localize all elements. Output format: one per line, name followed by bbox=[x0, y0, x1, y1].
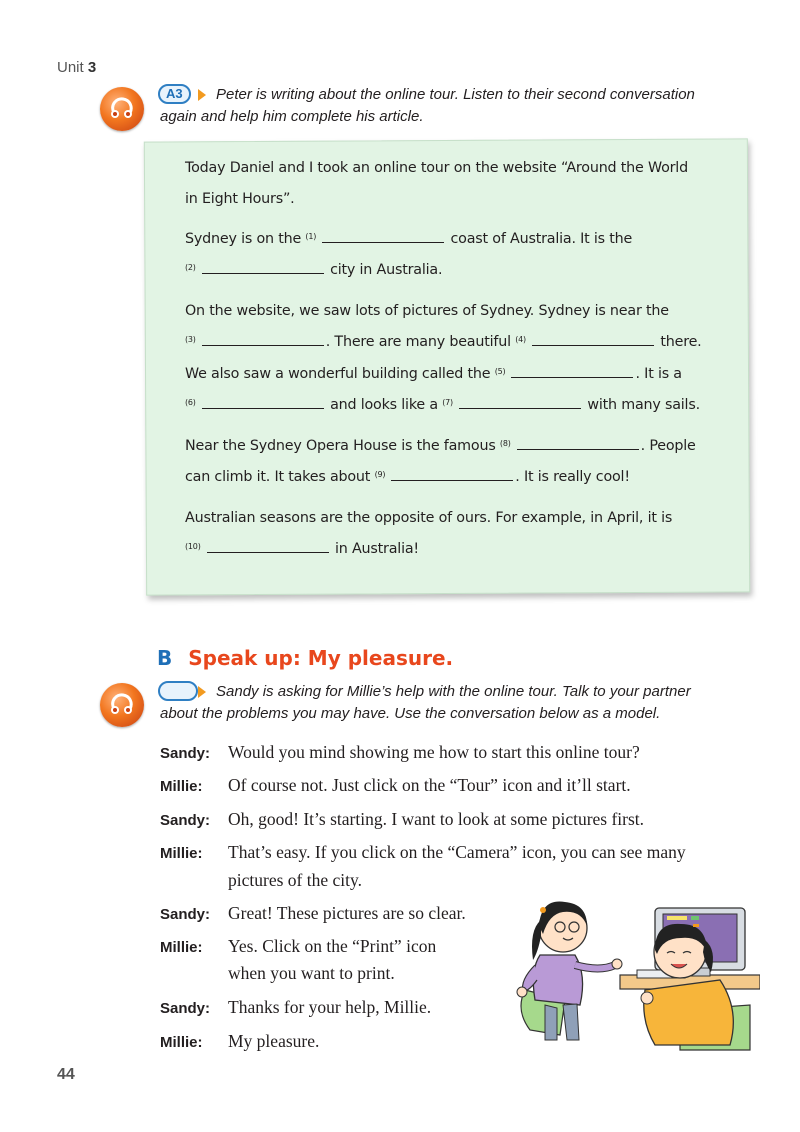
instruction-b-line2: about the problems you may have. Use the conversation below as a model. bbox=[160, 705, 661, 722]
article-line-8 bbox=[185, 397, 700, 413]
blank-8[interactable] bbox=[517, 448, 639, 450]
speaker: Millie: bbox=[160, 1034, 203, 1051]
dialogue-line: Of course not. Just click on the “Tour” icon and it’ll start. bbox=[228, 775, 631, 795]
instruction-a3-line2: again and help him complete his article. bbox=[160, 108, 424, 125]
article-line-11: Australian seasons are the opposite of ours. For example, in April, it is bbox=[185, 510, 673, 526]
blank-4[interactable] bbox=[532, 344, 654, 346]
speaker: Sandy: bbox=[160, 745, 211, 762]
instruction-b-line1: Sandy is asking for Millie’s help with the online tour. Talk to your partner bbox=[216, 683, 691, 700]
dialogue-line: Thanks for your help, Millie. bbox=[228, 997, 432, 1017]
dialogue-line: Yes. Click on the “Print” icon bbox=[228, 936, 437, 956]
article-text: . There are many beautiful bbox=[325, 334, 511, 350]
speaking-icon bbox=[100, 683, 144, 727]
article-line-3 bbox=[185, 231, 632, 247]
blank-number-7: (7) bbox=[442, 398, 453, 407]
section-b-heading bbox=[157, 646, 453, 670]
blank-number-9: (9) bbox=[374, 470, 386, 479]
article-text: in Australia! bbox=[334, 541, 419, 557]
unit-header bbox=[57, 59, 96, 76]
play-icon bbox=[198, 686, 206, 698]
blank-number-2: (2) bbox=[185, 263, 196, 272]
blank-3[interactable] bbox=[202, 344, 324, 346]
article-text: city in Australia. bbox=[330, 262, 443, 278]
girls-at-computer-illustration bbox=[505, 880, 760, 1055]
unit-number: 3 bbox=[87, 59, 97, 76]
play-icon bbox=[198, 89, 206, 101]
speaker: Millie: bbox=[160, 845, 203, 862]
dialogue-line: Would you mind showing me how to start this online tour? bbox=[228, 742, 640, 762]
article-text: with many sails. bbox=[587, 397, 700, 413]
blank-number-10: (10) bbox=[185, 542, 201, 551]
task-badge-a3: A3 bbox=[158, 84, 191, 104]
speaker: Millie: bbox=[160, 778, 203, 795]
instruction-a3-line1: Peter is writing about the online tour. Listen to their second conversation bbox=[216, 86, 695, 103]
article-text: Near the Sydney Opera House is the famous bbox=[185, 438, 496, 454]
blank-6[interactable] bbox=[202, 407, 324, 409]
article-line-10 bbox=[185, 469, 630, 485]
unit-label: Unit bbox=[57, 59, 84, 76]
blank-number-1: (1) bbox=[305, 232, 317, 241]
speaker: Sandy: bbox=[160, 812, 211, 829]
article-text: . It is really cool! bbox=[515, 469, 630, 485]
dialogue-line-continued: when you want to print. bbox=[228, 963, 395, 983]
article-text: Sydney is on the bbox=[185, 231, 302, 247]
listening-headphones-icon bbox=[100, 87, 144, 131]
blank-1[interactable] bbox=[322, 241, 444, 243]
task-badge-b bbox=[158, 681, 198, 701]
blank-2[interactable] bbox=[202, 272, 324, 274]
article-line-7 bbox=[185, 366, 682, 382]
article-text: . It is a bbox=[635, 366, 682, 382]
article-line-1: Today Daniel and I took an online tour on the website “Around the World bbox=[185, 160, 688, 176]
article-line-4 bbox=[185, 262, 442, 278]
dialogue-line-continued: pictures of the city. bbox=[228, 870, 362, 890]
blank-7[interactable] bbox=[459, 407, 581, 409]
blank-number-8: (8) bbox=[499, 439, 511, 448]
blank-5[interactable] bbox=[511, 376, 633, 378]
blank-number-3: (3) bbox=[185, 335, 196, 344]
article-line-2: in Eight Hours”. bbox=[185, 191, 295, 207]
article-text: there. bbox=[660, 334, 702, 350]
article-text: coast of Australia. It is the bbox=[450, 231, 633, 247]
section-title: Speak up: My pleasure. bbox=[188, 646, 454, 670]
section-letter: B bbox=[157, 646, 173, 670]
article-line-9 bbox=[185, 438, 696, 454]
blank-number-5: (5) bbox=[494, 367, 506, 376]
speaker: Millie: bbox=[160, 939, 203, 956]
blank-9[interactable] bbox=[391, 479, 513, 481]
dialogue-line: My pleasure. bbox=[228, 1031, 320, 1051]
blank-number-6: (6) bbox=[185, 398, 196, 407]
article-line-5: On the website, we saw lots of pictures of Sydney. Sydney is near the bbox=[185, 303, 669, 319]
article-line-12 bbox=[185, 541, 419, 557]
article-text: can climb it. It takes about bbox=[185, 469, 371, 485]
article-text: and looks like a bbox=[330, 397, 438, 413]
blank-number-4: (4) bbox=[515, 335, 526, 344]
dialogue-line: That’s easy. If you click on the “Camera” icon, you can see many bbox=[228, 842, 686, 862]
dialogue-line: Great! These pictures are so clear. bbox=[228, 903, 466, 923]
page-number: 44 bbox=[57, 1066, 75, 1083]
dialogue-line: Oh, good! It’s starting. I want to look at some pictures first. bbox=[228, 809, 645, 829]
article-text: We also saw a wonderful building called the bbox=[185, 366, 491, 382]
speaker: Sandy: bbox=[160, 906, 211, 923]
blank-10[interactable] bbox=[207, 551, 329, 553]
article-line-6 bbox=[185, 334, 702, 350]
speaker: Sandy: bbox=[160, 1000, 211, 1017]
article-text: . People bbox=[640, 438, 696, 454]
